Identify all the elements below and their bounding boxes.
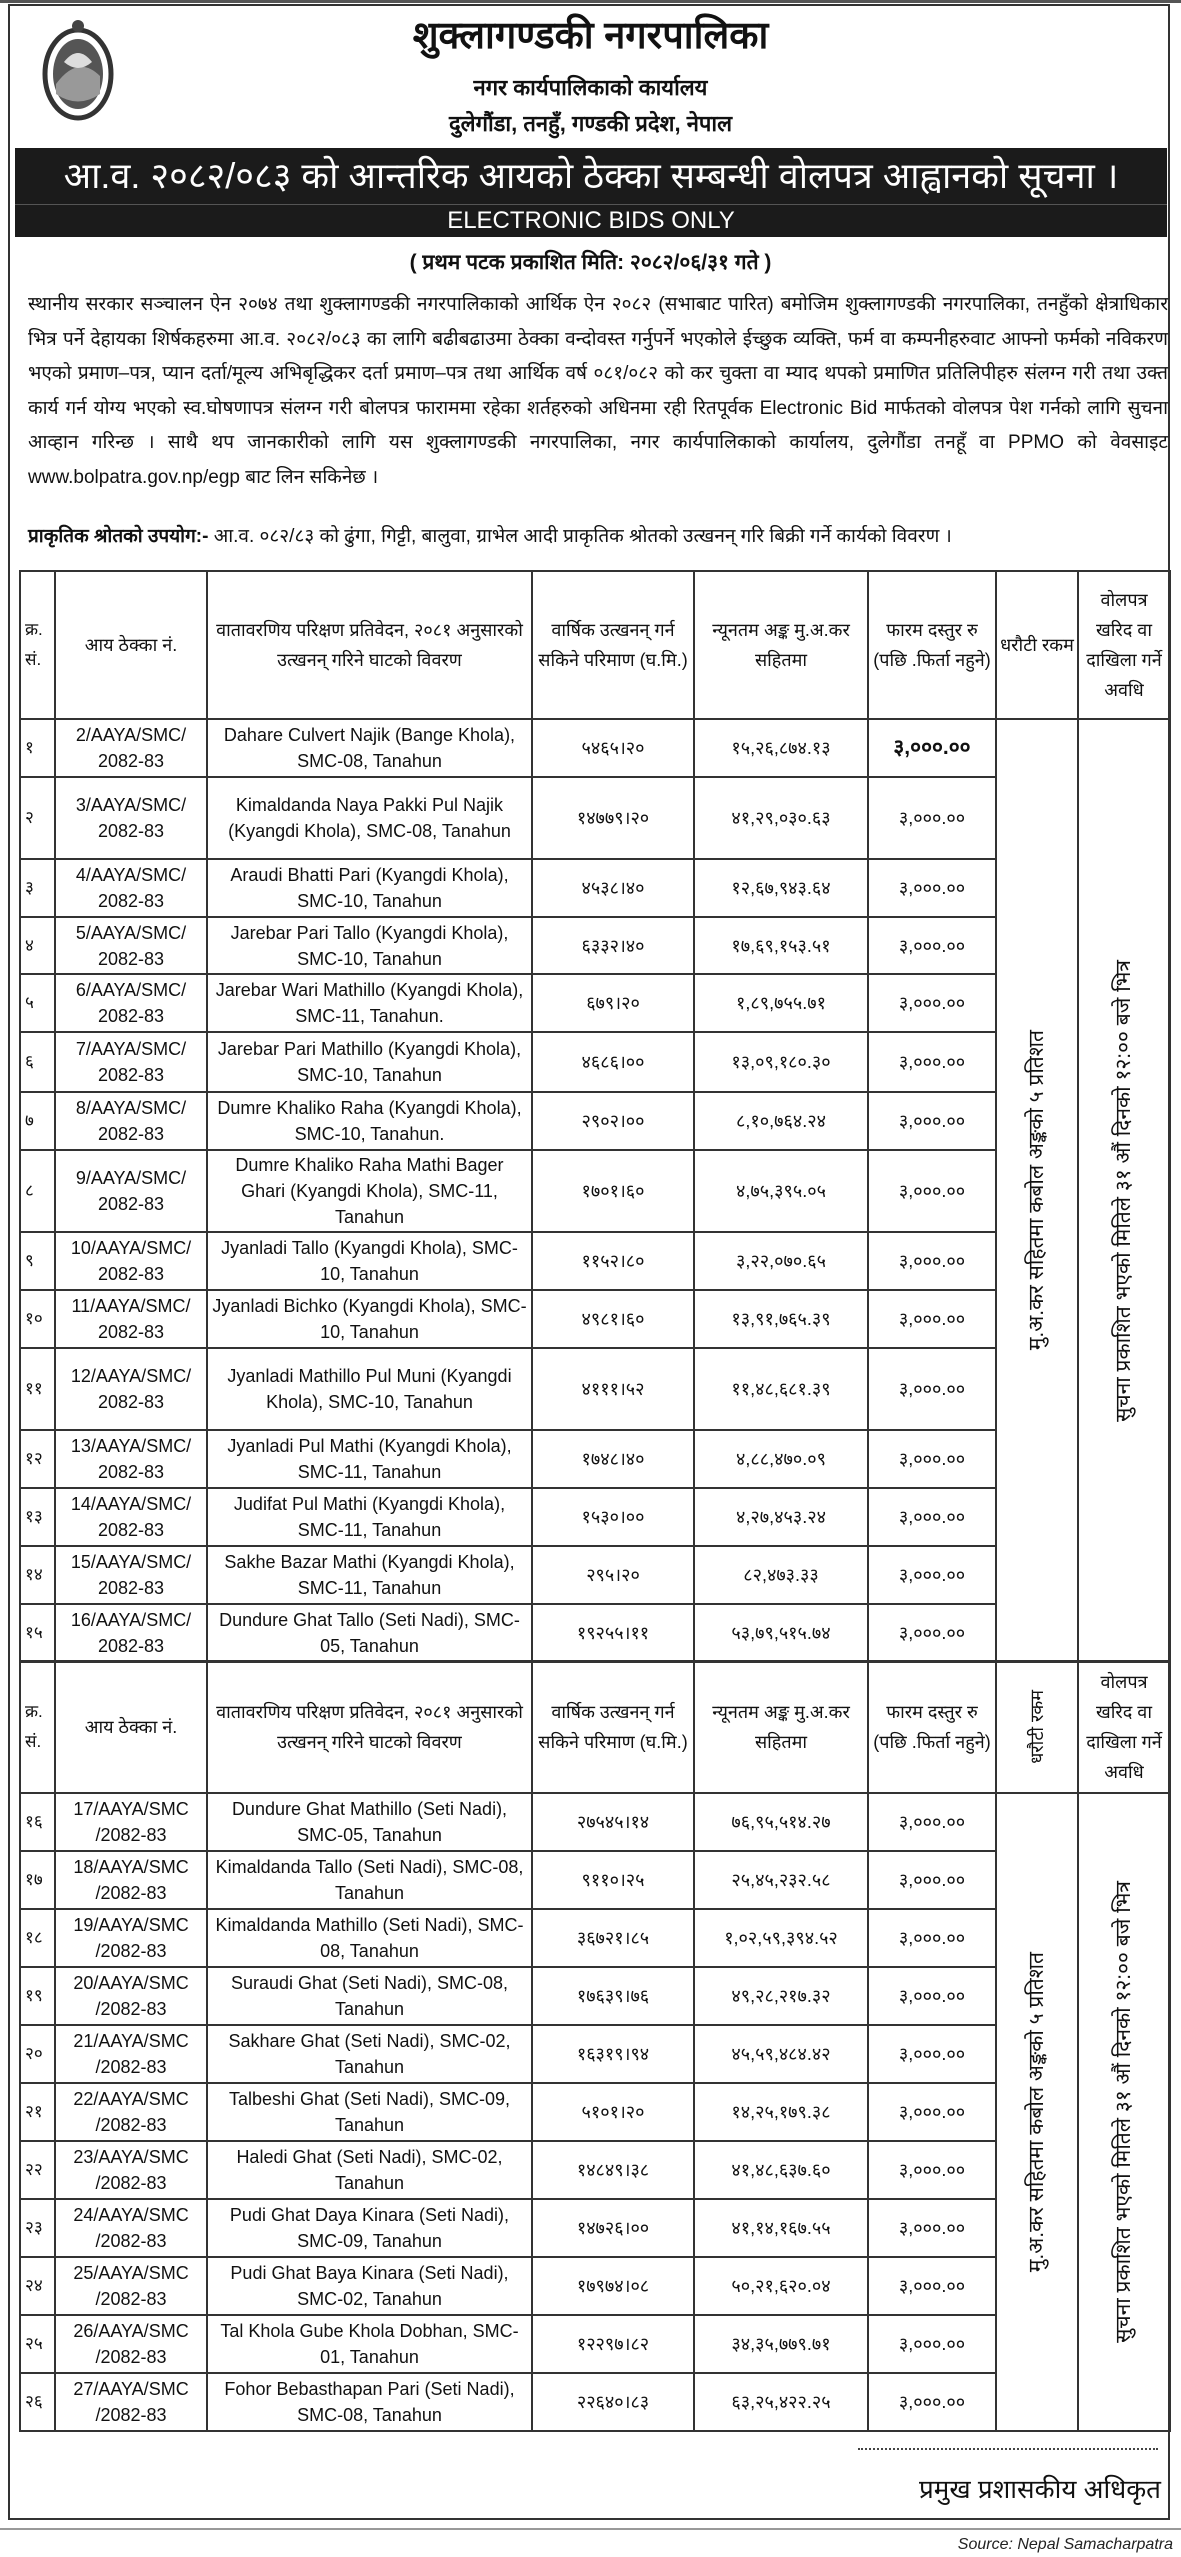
cell-desc: Jyanladi Pul Mathi (Kyangdi Khola), SMC-11, Tanahun (207, 1430, 532, 1488)
header-desc: वातावरणिय परिक्षण प्रतिवेदन, २०८१ अनुसारको उत्खनन् गरिने घाटको विवरण (207, 571, 532, 719)
header-min: न्यूनतम अङ्क मु.अ.कर सहितमा (694, 571, 868, 719)
period-cell (1078, 719, 1170, 1662)
cell-fee: ३,०००.०० (868, 859, 996, 917)
cell-desc: Judifat Pul Mathi (Kyangdi Khola), SMC-11, Tanahun (207, 1488, 532, 1546)
cell-qty: २९०२।०० (532, 1092, 694, 1150)
cell-min: ४१,१४,१६७.५५ (694, 2199, 868, 2257)
period-cell (1078, 1793, 1170, 2431)
cell-min: ८,१०,७६४.२४ (694, 1092, 868, 1150)
header-qty: वार्षिक उत्खनन् गर्न सकिने परिमाण (घ.मि.) (532, 1661, 694, 1793)
cell-min: १५,२६,८७४.१३ (694, 719, 868, 777)
cell-code: 27/AAYA/SMC /2082-83 (55, 2373, 207, 2431)
cell-fee: ३,०००.०० (868, 2025, 996, 2083)
cell-code: 6/AAYA/SMC/ 2082-83 (55, 974, 207, 1032)
cell-min: ४१,४८,६३७.६० (694, 2141, 868, 2199)
cell-sn: ६ (20, 1032, 55, 1092)
cell-qty: ९११०।२५ (532, 1851, 694, 1909)
cell-code: 22/AAYA/SMC /2082-83 (55, 2083, 207, 2141)
cell-min: १,०२,५९,३९४.५२ (694, 1909, 868, 1967)
table-row (20, 1793, 1170, 1851)
cell-fee: ३,०००.०० (868, 1092, 996, 1150)
header-deposit: धरौटी रकम (996, 571, 1078, 719)
cell-code: 19/AAYA/SMC /2082-83 (55, 1909, 207, 1967)
cell-qty: ६७९।२० (532, 974, 694, 1032)
cell-fee: ३,०००.०० (868, 1348, 996, 1430)
cell-qty: २२६४०।८३ (532, 2373, 694, 2431)
cell-fee: ३,०००.०० (868, 1967, 996, 2025)
cell-fee: ३,०००.०० (868, 1290, 996, 1348)
cell-sn: ३ (20, 859, 55, 917)
cell-code: 26/AAYA/SMC /2082-83 (55, 2315, 207, 2373)
cell-min: १४,२५,१७९.३८ (694, 2083, 868, 2141)
header-deposit (996, 1661, 1078, 1793)
cell-desc: Jyanladi Bichko (Kyangdi Khola), SMC-10, Tanahun (207, 1290, 532, 1348)
cell-sn: १९ (20, 1967, 55, 2025)
cell-sn: २२ (20, 2141, 55, 2199)
cell-code: 5/AAYA/SMC/ 2082-83 (55, 917, 207, 974)
cell-fee: ३,०००.०० (868, 1032, 996, 1092)
cell-desc: Sakhare Ghat (Seti Nadi), SMC-02, Tanahun (207, 2025, 532, 2083)
cell-fee: ३,०००.०० (868, 1150, 996, 1232)
header-min: न्यूनतम अङ्क मु.अ.कर सहितमा (694, 1661, 868, 1793)
cell-desc: Jyanladi Mathillo Pul Muni (Kyangdi Khola), SMC-10, Tanahun (207, 1348, 532, 1430)
cell-qty: १७४८।४० (532, 1430, 694, 1488)
cell-desc: Kimaldanda Mathillo (Seti Nadi), SMC-08, Tanahun (207, 1909, 532, 1967)
cell-desc: Talbeshi Ghat (Seti Nadi), SMC-09, Tanahun (207, 2083, 532, 2141)
cell-qty: ४१११।५२ (532, 1348, 694, 1430)
cell-fee: ३,०००.०० (868, 2141, 996, 2199)
cell-min: ८२,४७३.३३ (694, 1546, 868, 1604)
header-sn: क्र. सं. (20, 1661, 55, 1793)
cell-qty: १७६३९।७६ (532, 1967, 694, 2025)
bottom-rule (0, 2528, 1181, 2530)
cell-min: २५,४५,२३२.५८ (694, 1851, 868, 1909)
cell-min: ४५,५९,४८४.४२ (694, 2025, 868, 2083)
header-period: वोलपत्र खरिद वा दाखिला गर्ने अवधि (1078, 571, 1170, 719)
cell-min: ५०,२१,६२०.०४ (694, 2257, 868, 2315)
deposit-text: मु.अ.कर सहितमा कबोल अङ्कको ५ प्रतिशत (1025, 1030, 1048, 1351)
notice-title: आ.व. २०८२/०८३ को आन्तरिक आयको ठेक्का सम्बन्धी वोलपत्र आह्वानको सूचना । (15, 148, 1167, 205)
cell-fee: ३,०००.०० (868, 974, 996, 1032)
cell-desc: Kimaldanda Naya Pakki Pul Najik (Kyangdi Khola), SMC-08, Tanahun (207, 777, 532, 859)
cell-qty: ५४६५।२० (532, 719, 694, 777)
cell-code: 17/AAYA/SMC /2082-83 (55, 1793, 207, 1851)
cell-code: 8/AAYA/SMC/ 2082-83 (55, 1092, 207, 1150)
cell-sn: ८ (20, 1150, 55, 1232)
cell-qty: ४९८१।६० (532, 1290, 694, 1348)
cell-sn: १ (20, 719, 55, 777)
cell-min: ४,२७,४५३.२४ (694, 1488, 868, 1546)
cell-qty: २९५।२० (532, 1546, 694, 1604)
cell-min: १३,९१,७६५.३९ (694, 1290, 868, 1348)
cell-sn: ४ (20, 917, 55, 974)
cell-sn: १३ (20, 1488, 55, 1546)
header-code: आय ठेक्का नं. (55, 571, 207, 719)
header-desc: वातावरणिय परिक्षण प्रतिवेदन, २०८१ अनुसारको उत्खनन् गरिने घाटको विवरण (207, 1661, 532, 1793)
cell-min: ६३,२५,४२२.२५ (694, 2373, 868, 2431)
cell-qty: १५३०।०० (532, 1488, 694, 1546)
cell-sn: १४ (20, 1546, 55, 1604)
cell-desc: Jarebar Pari Mathillo (Kyangdi Khola), SMC-10, Tanahun (207, 1032, 532, 1092)
cell-code: 20/AAYA/SMC /2082-83 (55, 1967, 207, 2025)
cell-desc: Haledi Ghat (Seti Nadi), SMC-02, Tanahun (207, 2141, 532, 2199)
cell-qty: १४७२६।०० (532, 2199, 694, 2257)
cell-qty: ६३३२।४० (532, 917, 694, 974)
header-sn: क्र. सं. (20, 571, 55, 719)
source-credit: Source: Nepal Samacharpatra (957, 2536, 1173, 2553)
cell-sn: २६ (20, 2373, 55, 2431)
cell-sn: १७ (20, 1851, 55, 1909)
period-text: सुचना प्रकाशित भएको मितिले ३१ औं दिनको १२:०० बजे भित्र (1112, 1881, 1135, 2343)
table-header-row (20, 571, 1170, 719)
header-fee: फारम दस्तुर रु (पछि .फिर्ता नहुने) (868, 571, 996, 719)
cell-qty: १७०१।६० (532, 1150, 694, 1232)
cell-code: 4/AAYA/SMC/ 2082-83 (55, 859, 207, 917)
cell-code: 10/AAYA/SMC/ 2082-83 (55, 1232, 207, 1290)
municipality-name: शुक्लागण्डकी नगरपालिका (412, 15, 769, 57)
office-name: नगर कार्यपालिकाको कार्यालय (473, 75, 708, 100)
cell-desc: Kimaldanda Tallo (Seti Nadi), SMC-08, Tanahun (207, 1851, 532, 1909)
cell-sn: २३ (20, 2199, 55, 2257)
cell-sn: ७ (20, 1092, 55, 1150)
cell-fee: ३,०००.०० (868, 777, 996, 859)
cell-desc: Dahare Culvert Najik (Bange Khola), SMC-08, Tanahun (207, 719, 532, 777)
cell-code: 14/AAYA/SMC/ 2082-83 (55, 1488, 207, 1546)
resource-line (28, 522, 1168, 552)
signatory-title: प्रमुख प्रशासकीय अधिकृत (919, 2474, 1161, 2504)
cell-desc: Pudi Ghat Baya Kinara (Seti Nadi), SMC-02, Tanahun (207, 2257, 532, 2315)
cell-qty: १६३१९।९४ (532, 2025, 694, 2083)
header-qty: वार्षिक उत्खनन् गर्न सकिने परिमाण (घ.मि.) (532, 571, 694, 719)
cell-sn: ९ (20, 1232, 55, 1290)
cell-sn: २४ (20, 2257, 55, 2315)
cell-code: 7/AAYA/SMC/ 2082-83 (55, 1032, 207, 1092)
notice-banner (15, 148, 1167, 237)
cell-sn: ५ (20, 974, 55, 1032)
cell-code: 21/AAYA/SMC /2082-83 (55, 2025, 207, 2083)
tender-table-2 (19, 1660, 1171, 2432)
cell-qty: १७९७४।०८ (532, 2257, 694, 2315)
cell-desc: Jarebar Pari Tallo (Kyangdi Khola), SMC-10, Tanahun (207, 917, 532, 974)
cell-sn: ११ (20, 1348, 55, 1430)
cell-sn: १२ (20, 1430, 55, 1488)
published-date: ( प्रथम पटक प्रकाशित मिति: २०८२/०६/३१ गते ) (409, 251, 772, 274)
cell-desc: Fohor Bebasthapan Pari (Seti Nadi), SMC-08, Tanahun (207, 2373, 532, 2431)
cell-min: १३,०९,१८०.३० (694, 1032, 868, 1092)
cell-qty: १९२५५।११ (532, 1604, 694, 1662)
header-deposit-label: धरौटी रकम (1027, 1690, 1047, 1764)
cell-desc: Araudi Bhatti Pari (Kyangdi Khola), SMC-10, Tanahun (207, 859, 532, 917)
cell-fee: ३,०००.०० (868, 2083, 996, 2141)
cell-desc: Jarebar Wari Mathillo (Kyangdi Khola), SMC-11, Tanahun. (207, 974, 532, 1032)
cell-min: १२,६७,९४३.६४ (694, 859, 868, 917)
cell-min: ५३,७९,५१५.७४ (694, 1604, 868, 1662)
cell-desc: Tal Khola Gube Khola Dobhan, SMC-01, Tanahun (207, 2315, 532, 2373)
cell-fee: ३,०००.०० (868, 1909, 996, 1967)
cell-sn: १८ (20, 1909, 55, 1967)
cell-fee: ३,०००.०० (868, 1430, 996, 1488)
cell-code: 2/AAYA/SMC/ 2082-83 (55, 719, 207, 777)
cell-code: 18/AAYA/SMC /2082-83 (55, 1851, 207, 1909)
cell-fee: ३,०००.०० (868, 2315, 996, 2373)
cell-fee: ३,०००.०० (868, 1232, 996, 1290)
cell-qty: ११५२।८० (532, 1232, 694, 1290)
cell-min: ३४,३५,७७९.७१ (694, 2315, 868, 2373)
cell-code: 15/AAYA/SMC/ 2082-83 (55, 1546, 207, 1604)
tender-table-1 (19, 570, 1171, 1663)
cell-fee: ३,०००.०० (868, 2373, 996, 2431)
cell-sn: १० (20, 1290, 55, 1348)
period-text: सुचना प्रकाशित भएको मितिले ३१ औं दिनको १२:०० बजे भित्र (1112, 959, 1135, 1422)
header-fee: फारम दस्तुर रु (पछि .फिर्ता नहुने) (868, 1661, 996, 1793)
office-address: दुलेगौंडा, तनहुँ, गण्डकी प्रदेश, नेपाल (448, 111, 733, 136)
cell-min: १,८९,७५५.७१ (694, 974, 868, 1032)
cell-qty: ३६७२१।८५ (532, 1909, 694, 1967)
cell-sn: १६ (20, 1793, 55, 1851)
cell-min: ४९,२८,२१७.३२ (694, 1967, 868, 2025)
cell-sn: १५ (20, 1604, 55, 1662)
cell-desc: Dundure Ghat Mathillo (Seti Nadi), SMC-05, Tanahun (207, 1793, 532, 1851)
cell-min: १७,६९,१५३.५१ (694, 917, 868, 974)
cell-desc: Dundure Ghat Tallo (Seti Nadi), SMC-05, Tanahun (207, 1604, 532, 1662)
top-rule (0, 0, 1181, 3)
cell-qty: ४६८६।०० (532, 1032, 694, 1092)
cell-fee: ३,०००.०० (868, 1546, 996, 1604)
notice-paragraph: स्थानीय सरकार सञ्चालन ऐन २०७४ तथा शुक्लागण्डकी नगरपालिकाको आर्थिक ऐन २०८२ (सभाबाट पारित) बमोजिम शुक्लागण्डकी नगरपालिका, तनहुँको क्षेत्राधिकार भित्र पर्ने देहायका शिर्षकहरुमा आ.व. २०८२/०८३ का लागि बढीबढाउमा ठेक्का वन्दोवस्त गर्नुपर्ने भएकोले ईच्छुक व्यक्ति, फर्म वा कम्पनीहरुवाट आफ्नो फर्मको नविकरण भएको प्रमाण–पत्र, प्यान दर्ता/मूल्य अभिबृद्धिकर दर्ता प्रमाण–पत्र तथा आर्थिक वर्ष ०८१/०८२ को कर चुक्ता वा म्याद थपको प्रमाणित प्रतिलिपीहरु संलग्न गरी तथा उक्त कार्य गर्न योग्य भएको स्व.घोषणापत्र संलग्न गरी बोलपत्र फाराममा रहेका शर्तहरुको अधिनमा रही रितपूर्वक Electronic Bid मार्फतको वोलपत्र पेश गर्नको लागि सुचना आव्हान गरिन्छ । साथै थप जानकारीको लागि यस शुक्लागण्डकी नगरपालिका, नगर कार्यपालिकाको कार्यालय, दुलेगौंडा तनहूँ वा PPMO को वेवसाइट www.bolpatra.gov.np/egp बाट लिन सकिनेछ । (28, 294, 1168, 488)
cell-sn: २ (20, 777, 55, 859)
table-row (20, 719, 1170, 777)
header-code: आय ठेक्का नं. (55, 1661, 207, 1793)
cell-qty: १४८४९।३८ (532, 2141, 694, 2199)
cell-min: ४१,२९,०३०.६३ (694, 777, 868, 859)
cell-fee: ३,०००.०० (868, 719, 996, 777)
cell-code: 12/AAYA/SMC/ 2082-83 (55, 1348, 207, 1430)
cell-code: 11/AAYA/SMC/ 2082-83 (55, 1290, 207, 1348)
cell-min: ३,२२,०७०.६५ (694, 1232, 868, 1290)
cell-fee: ३,०००.०० (868, 1793, 996, 1851)
cell-min: ४,८८,४७०.०९ (694, 1430, 868, 1488)
cell-min: ४,७५,३९५.०५ (694, 1150, 868, 1232)
cell-qty: २७५४५।१४ (532, 1793, 694, 1851)
cell-fee: ३,०००.०० (868, 1851, 996, 1909)
cell-code: 16/AAYA/SMC/ 2082-83 (55, 1604, 207, 1662)
cell-code: 9/AAYA/SMC/ 2082-83 (55, 1150, 207, 1232)
cell-fee: ३,०००.०० (868, 917, 996, 974)
deposit-cell (996, 719, 1078, 1662)
cell-code: 13/AAYA/SMC/ 2082-83 (55, 1430, 207, 1488)
notice-subtitle: ELECTRONIC BIDS ONLY (447, 207, 735, 234)
cell-code: 25/AAYA/SMC /2082-83 (55, 2257, 207, 2315)
cell-qty: १२२९७।८२ (532, 2315, 694, 2373)
cell-fee: ३,०००.०० (868, 1604, 996, 1662)
cell-min: ११,४८,६८१.३९ (694, 1348, 868, 1430)
resource-label: प्राकृतिक श्रोतको उपयोग:- (28, 526, 209, 547)
cell-desc: Sakhe Bazar Mathi (Kyangdi Khola), SMC-11, Tanahun (207, 1546, 532, 1604)
cell-desc: Dumre Khaliko Raha Mathi Bager Ghari (Kyangdi Khola), SMC-11, Tanahun (207, 1150, 532, 1232)
cell-fee: ३,०००.०० (868, 1488, 996, 1546)
deposit-text: मु.अ.कर सहितमा कबोल अङ्कको ५ प्रतिशत (1025, 1951, 1048, 2273)
cell-fee: ३,०००.०० (868, 2199, 996, 2257)
table-header-row (20, 1661, 1170, 1793)
cell-sn: २० (20, 2025, 55, 2083)
cell-code: 23/AAYA/SMC /2082-83 (55, 2141, 207, 2199)
cell-sn: २५ (20, 2315, 55, 2373)
cell-min: ७६,९५,५१४.२७ (694, 1793, 868, 1851)
cell-qty: १४७७९।२० (532, 777, 694, 859)
cell-desc: Suraudi Ghat (Seti Nadi), SMC-08, Tanahun (207, 1967, 532, 2025)
cell-sn: २१ (20, 2083, 55, 2141)
cell-code: 3/AAYA/SMC/ 2082-83 (55, 777, 207, 859)
signature-line (858, 2448, 1158, 2450)
header-period: वोलपत्र खरिद वा दाखिला गर्ने अवधि (1078, 1661, 1170, 1793)
cell-fee: ३,०००.०० (868, 2257, 996, 2315)
cell-desc: Jyanladi Tallo (Kyangdi Khola), SMC-10, Tanahun (207, 1232, 532, 1290)
cell-desc: Pudi Ghat Daya Kinara (Seti Nadi), SMC-09, Tanahun (207, 2199, 532, 2257)
cell-qty: ४५३८।४० (532, 859, 694, 917)
deposit-cell (996, 1793, 1078, 2431)
cell-qty: ५१०१।२० (532, 2083, 694, 2141)
cell-code: 24/AAYA/SMC /2082-83 (55, 2199, 207, 2257)
resource-text: आ.व. ०८२/८३ को ढुंगा, गिट्टी, बालुवा, ग्राभेल आदी प्राकृतिक श्रोतको उत्खनन् गरि बिक्री गर्ने कार्यको विवरण । (208, 526, 952, 547)
cell-desc: Dumre Khaliko Raha (Kyangdi Khola), SMC-10, Tanahun. (207, 1092, 532, 1150)
